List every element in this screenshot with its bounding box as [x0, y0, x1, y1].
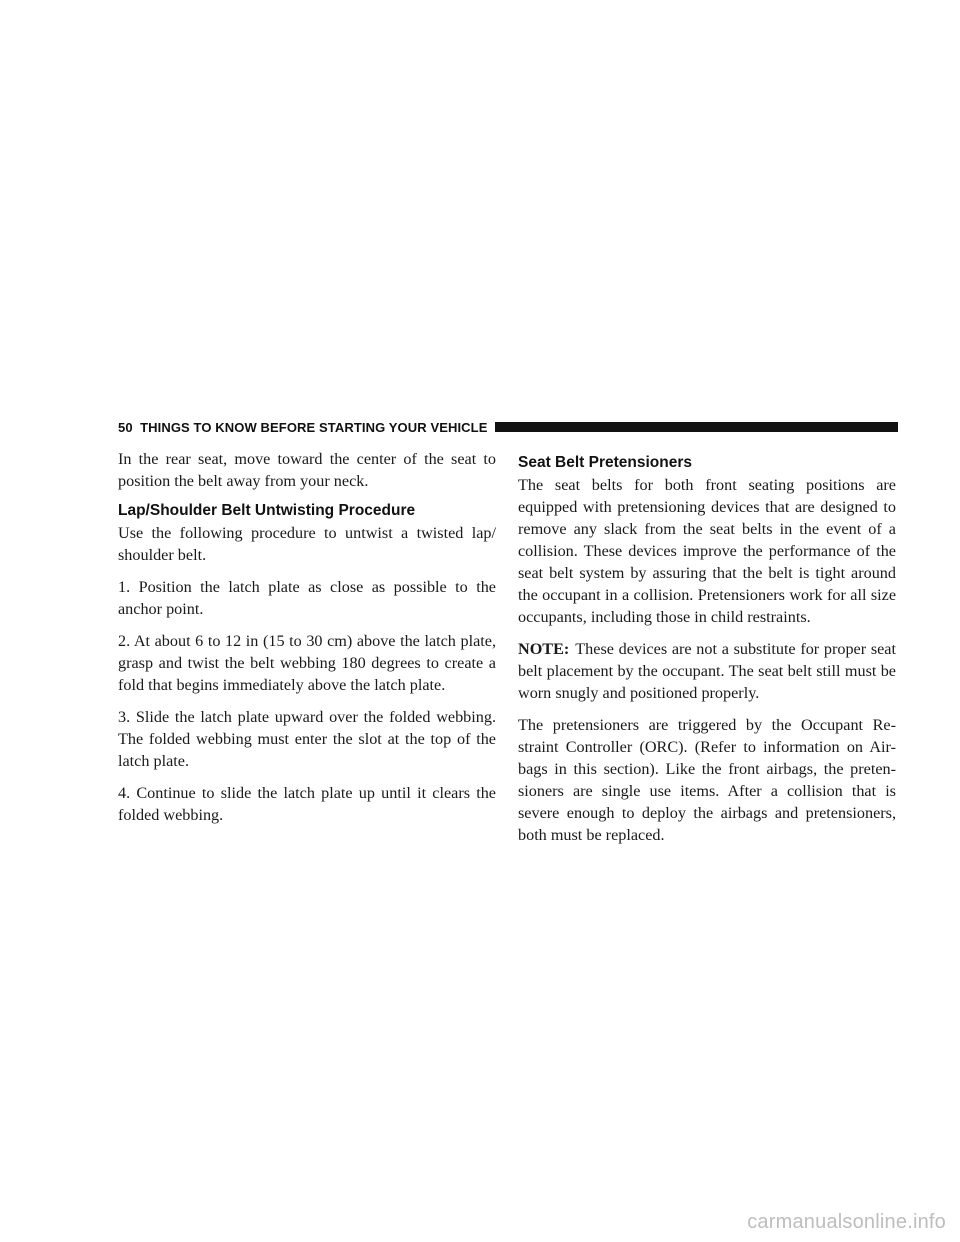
note-paragraph — [518, 638, 896, 704]
untwisting-lead-paragraph: Use the following procedure to untwist a twisted lap/ shoulder belt. — [118, 524, 496, 564]
page-number: 50 — [118, 419, 133, 435]
page-header — [118, 418, 898, 436]
untwisting-step-1: 1. Position the latch plate as close as possible to the anchor point. — [118, 578, 496, 618]
header-rule-bar — [495, 422, 898, 432]
untwisting-step-4: 4. Continue to slide the latch plate up until it clears the folded webbing. — [118, 784, 496, 824]
pretensioners-heading: Seat Belt Pretensioners — [518, 454, 693, 471]
watermark-text: carmanualsonline.info — [747, 1211, 946, 1233]
untwisting-step-2: 2. At about 6 to 12 in (15 to 30 cm) above the latch plate, grasp and twist the belt webbing 180 degrees to create a fold that begins immediately above the latch plate. — [118, 632, 496, 694]
right-column — [518, 448, 896, 856]
untwisting-step-3: 3. Slide the latch plate upward over the folded webbing. The folded webbing must enter the slot at the top of the latch plate. — [118, 708, 496, 770]
untwisting-heading: Lap/Shoulder Belt Untwisting Procedure — [118, 502, 416, 519]
left-column — [118, 448, 496, 836]
page-header-title — [118, 420, 487, 435]
note-label: NOTE: — [518, 640, 570, 658]
section-title: THINGS TO KNOW BEFORE STARTING YOUR VEHICLE — [140, 419, 488, 435]
pretensioners-paragraph-1: The seat belts for both front seating positions are equipped with pretensioning devices that are designed to remove any slack from the seat belts in the event of a collision. These devices improve the performance of the seat belt system by assuring that the belt is tight around the occupant in a collision. Pretensioners work for all size occupants, including those in child restraints. — [518, 476, 896, 626]
intro-paragraph: In the rear seat, move toward the center of the seat to position the belt away from your neck. — [118, 450, 496, 490]
pretensioners-paragraph-2: The pretensioners are triggered by the Occupant Re-straint Controller (ORC). (Refer to information on Air-bags in this section). Like the front airbags, the preten-sioners are single use items. After a collision that is severe enough to deploy the airbags and pretensioners, both must be replaced. — [518, 716, 896, 844]
note-text: These devices are not a substitute for proper seat belt placement by the occupant. The seat belt still must be worn snugly and positioned properly. — [518, 640, 896, 702]
